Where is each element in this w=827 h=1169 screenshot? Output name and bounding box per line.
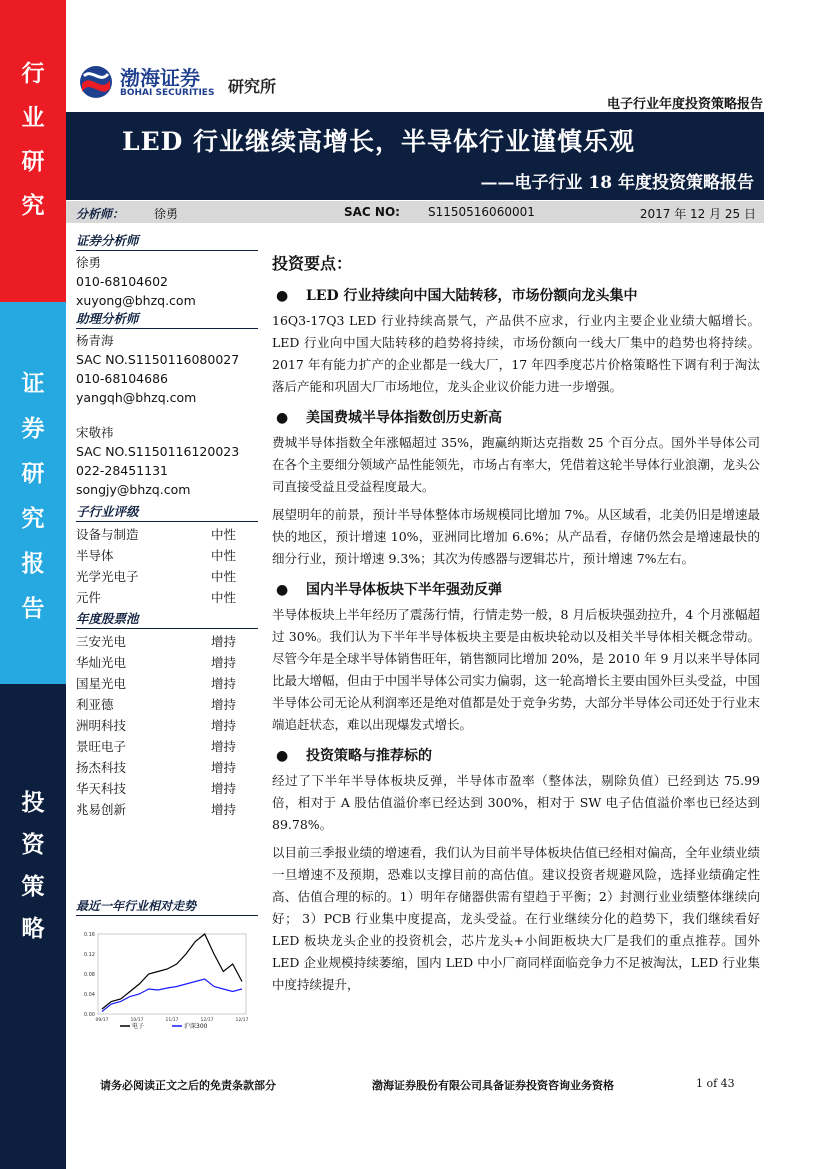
footer-page-number: 1 of 43 xyxy=(696,1077,735,1090)
contact-line: 杨青海 xyxy=(76,333,114,348)
footer-qualification: 渤海证券股份有限公司具备证券投资咨询业务资格 xyxy=(372,1079,614,1092)
contact-line: 宋敬祎 xyxy=(76,425,114,440)
stock-row xyxy=(76,631,258,652)
rating-row-rating: 中性 xyxy=(211,590,237,605)
contact-line: SAC NO.S1150116120023 xyxy=(76,444,240,459)
rating-row xyxy=(76,545,258,566)
side-bar-char: 业 xyxy=(21,105,45,131)
rating-row xyxy=(76,524,258,545)
contact-line: 010-68104686 xyxy=(76,371,168,386)
header-report-type: 电子行业年度投资策略报告 xyxy=(606,97,763,112)
bullet-dot: ● xyxy=(276,288,289,304)
x-tick-label: 12/17 xyxy=(200,1018,214,1023)
stock-row xyxy=(76,736,258,757)
stock-row xyxy=(76,694,258,715)
analyst-label: 分析师： xyxy=(76,207,125,221)
series-line-electronics xyxy=(102,934,242,1009)
x-tick-label: 10/17 xyxy=(130,1018,144,1023)
stock-row-rating: 增持 xyxy=(211,676,237,691)
y-tick-label: 0.04 xyxy=(83,992,95,998)
paragraph: 经过了下半年半导体板块反弹，半导体市盈率（整体法，剔除负值）已经到达 75.99 倍，相对于 A 股估值溢价率已经达到 300%，相对于 SW 电子估值溢价率也已经达到 89.78%。 xyxy=(272,773,760,832)
stock-row xyxy=(76,673,258,694)
legend-label: 沪深300 xyxy=(184,1023,208,1030)
y-tick-label: 0.12 xyxy=(83,952,95,958)
stock-row-name: 扬杰科技 xyxy=(76,760,127,775)
rating-row-rating: 中性 xyxy=(211,527,237,542)
rating-row-rating: 中性 xyxy=(211,569,237,584)
paragraph: 半导体板块上半年经历了震荡行情，行情走势一般，8 月后板块强劲拉升，4 个月涨幅超过 30%。我们认为下半年半导体板块主要是由板块轮动以及相关半导体相关概念带动。尽管今年是全球半导体销售旺年，销售额同比增加 20%，是 2010 年 9 月以来半导体同比最大增幅，但由于中国半导体公司实力偏弱，这一轮高增长主要由国外巨头受益，中国半导体公司无论从利润率还是绝对值都是处于竞争劣势，大部分半导体公司还处于行业末端追赶状态，难以出现爆发式增长。 xyxy=(272,607,760,732)
bohai-logo xyxy=(78,62,328,106)
rating-row xyxy=(76,566,258,587)
stock-row-rating: 增持 xyxy=(211,781,237,796)
bohai-logo-icon xyxy=(78,64,114,100)
bullet-dot: ● xyxy=(276,410,289,426)
side-bar-char: 策 xyxy=(21,874,45,900)
investment-highlights-heading: 投资要点： xyxy=(272,254,353,273)
contact-line: songjy@bhzq.com xyxy=(76,482,191,497)
bullet-dot: ● xyxy=(276,582,289,598)
bullet-heading xyxy=(272,576,760,604)
side-bar-char: 行 xyxy=(21,61,45,87)
stock-row xyxy=(76,757,258,778)
contact-line: 徐勇 xyxy=(76,255,102,270)
sub-industry-rating-heading: 子行业评级 xyxy=(76,503,258,522)
bullet-heading xyxy=(272,282,760,310)
side-bar-char: 略 xyxy=(21,916,45,942)
stock-row-name: 华天科技 xyxy=(76,781,127,796)
chart-title: 最近一年行业相对走势 xyxy=(76,897,258,916)
report-date: 2017 年 12 月 25 日 xyxy=(639,207,756,221)
relative-trend-chart xyxy=(76,920,258,1032)
assistant-analyst-b xyxy=(76,423,258,499)
stock-row-name: 利亚德 xyxy=(76,697,114,712)
contact-line: 010-68104602 xyxy=(76,274,168,289)
stock-pool-heading: 年度股票池 xyxy=(76,610,258,629)
report-subtitle: ——电子行业 18 年度投资策略报告 xyxy=(480,173,754,193)
stock-row-name: 三安光电 xyxy=(76,634,127,649)
stock-row-name: 兆易创新 xyxy=(76,802,127,817)
securities-analyst-heading: 证券分析师 xyxy=(76,232,258,251)
stock-row-name: 景旺电子 xyxy=(76,739,127,754)
contact-line: xuyong@bhzq.com xyxy=(76,293,196,308)
rating-row-name: 光学光电子 xyxy=(76,569,139,584)
side-bar-char: 资 xyxy=(21,832,45,858)
assistant-analyst-a xyxy=(76,331,258,407)
info-bar xyxy=(66,201,764,223)
bullet-heading xyxy=(272,742,760,770)
side-bar-char: 投 xyxy=(21,790,45,816)
contact-line: yangqh@bhzq.com xyxy=(76,390,197,405)
stock-row-rating: 增持 xyxy=(211,739,237,754)
side-bar-char: 研 xyxy=(21,461,45,487)
stock-row xyxy=(76,715,258,736)
x-tick-label: 12/17 xyxy=(235,1018,249,1023)
stock-row-name: 华灿光电 xyxy=(76,655,127,670)
x-tick-label: 09/17 xyxy=(95,1018,109,1023)
paragraph: 费城半导体指数全年涨幅超过 35%，跑赢纳斯达克指数 25 个百分点。国外半导体公司在各个主要细分领域产品性能领先，市场占有率大，凭借着这轮半导体行业浪潮，龙头公司直接受益且受益程度最大。 xyxy=(272,435,760,494)
paragraph: 16Q3-17Q3 LED 行业持续高景气，产品供不应求，行业内主要企业业绩大幅增长。LED 行业向中国大陆转移的趋势将持续，市场份额向一线大厂集中的趋势也将持续。2017 年有能力扩产的企业都是一线大厂，17 年四季度芯片价格策略性下调有利于淘汰落后产能和巩固大厂市场地位，龙头企业议价能力进一步增强。 xyxy=(272,313,760,394)
footer-disclaimer: 请务必阅读正文之后的免责条款部分 xyxy=(100,1079,276,1092)
rating-row-rating: 中性 xyxy=(211,548,237,563)
logo-en: BOHAI SECURITIES xyxy=(120,88,215,98)
stock-row-rating: 增持 xyxy=(211,760,237,775)
side-bar-investment-strategy xyxy=(0,684,66,1169)
report-title: LED 行业继续高增长，半导体行业谨慎乐观 xyxy=(122,127,636,156)
bullet-text: 美国费城半导体指数创历史新高 xyxy=(306,410,502,426)
rating-row-name: 设备与制造 xyxy=(76,527,139,542)
title-banner xyxy=(66,112,764,200)
stock-row xyxy=(76,652,258,673)
side-bar-char: 究 xyxy=(21,193,45,219)
side-bar-char: 报 xyxy=(21,551,45,577)
stock-row-rating: 增持 xyxy=(211,634,237,649)
side-bar-char: 告 xyxy=(21,596,45,622)
stock-row-name: 国星光电 xyxy=(76,676,127,691)
side-bar-securities-report xyxy=(0,302,66,684)
series-line-hs300 xyxy=(102,979,242,1012)
side-bar-char: 证 xyxy=(21,371,45,397)
rating-row-name: 半导体 xyxy=(76,548,114,563)
legend-label: 电子 xyxy=(132,1023,145,1030)
main-content xyxy=(272,250,760,1002)
bullet-dot: ● xyxy=(276,748,289,764)
contact-line: SAC NO.S1150116080027 xyxy=(76,352,240,367)
assistant-analyst-heading: 助理分析师 xyxy=(76,310,258,329)
rating-list xyxy=(76,524,258,608)
sac-label: SAC NO: xyxy=(344,205,400,219)
stock-row xyxy=(76,778,258,799)
x-tick-label: 11/17 xyxy=(165,1018,179,1023)
bullet-text: LED 行业持续向中国大陆转移，市场份额向龙头集中 xyxy=(306,288,638,304)
stock-row xyxy=(76,799,258,820)
y-tick-label: 0.16 xyxy=(83,932,95,938)
sac-number: S1150516060001 xyxy=(428,205,535,219)
analyst-name: 徐勇 xyxy=(154,207,179,221)
bullet-heading xyxy=(272,404,760,432)
bullet-text: 国内半导体板块下半年强劲反弹 xyxy=(306,582,502,598)
rating-row-name: 元件 xyxy=(76,590,102,605)
left-column xyxy=(76,232,258,820)
stock-row-name: 洲明科技 xyxy=(76,718,127,733)
logo-dept: 研究所 xyxy=(228,77,277,96)
side-bar-industry-research xyxy=(0,0,66,302)
stock-row-rating: 增持 xyxy=(211,802,237,817)
securities-analyst-block xyxy=(76,253,258,310)
y-tick-label: 0.08 xyxy=(83,972,95,978)
bullet-text: 投资策略与推荐标的 xyxy=(306,748,432,764)
paragraph: 展望明年的前景，预计半导体整体市场规模同比增加 7%。从区域看，北美仍旧是增速最快的地区，预计增速 10%，亚洲同比增加 6.6%；从产品看，存储仍然会是增速最快的细分行业，预计增速 9.3%；其次为传感器与逻辑芯片，预计增速 7%左右。 xyxy=(272,507,760,566)
contact-line: 022-28451131 xyxy=(76,463,168,478)
rating-row xyxy=(76,587,258,608)
logo-cn: 渤海证券 xyxy=(120,66,200,90)
stock-row-rating: 增持 xyxy=(211,697,237,712)
stock-row-rating: 增持 xyxy=(211,655,237,670)
side-bar-char: 券 xyxy=(21,416,45,442)
side-bar-char: 研 xyxy=(21,149,45,175)
side-bar-char: 究 xyxy=(21,506,45,532)
stock-row-rating: 增持 xyxy=(211,718,237,733)
paragraph: 以目前三季报业绩的增速看，我们认为目前半导体板块估值已经相对偏高，全年业绩业绩一旦增速不及预期，恐难以支撑目前的高估值。建议投资者规避风险，选择业绩确定性高、估值合理的标的。1）明年存储器供需有望趋于平衡；2）封测行业业绩整体继续向好； 3）PCB 行业集中度提高，龙头受益。在行业继续分化的趋势下，我们继续看好 LED 板块龙头企业的投资机会，芯片龙头+小间距板块大厂是我们的重点推荐。国外 LED 企业规模持续萎缩，国内 LED 中小厂商同样面临竞争力不足被淘汰，LED 行业集中度持续提升， xyxy=(272,845,760,992)
stock-pool-list xyxy=(76,631,258,820)
y-tick-label: 0.00 xyxy=(83,1012,95,1018)
